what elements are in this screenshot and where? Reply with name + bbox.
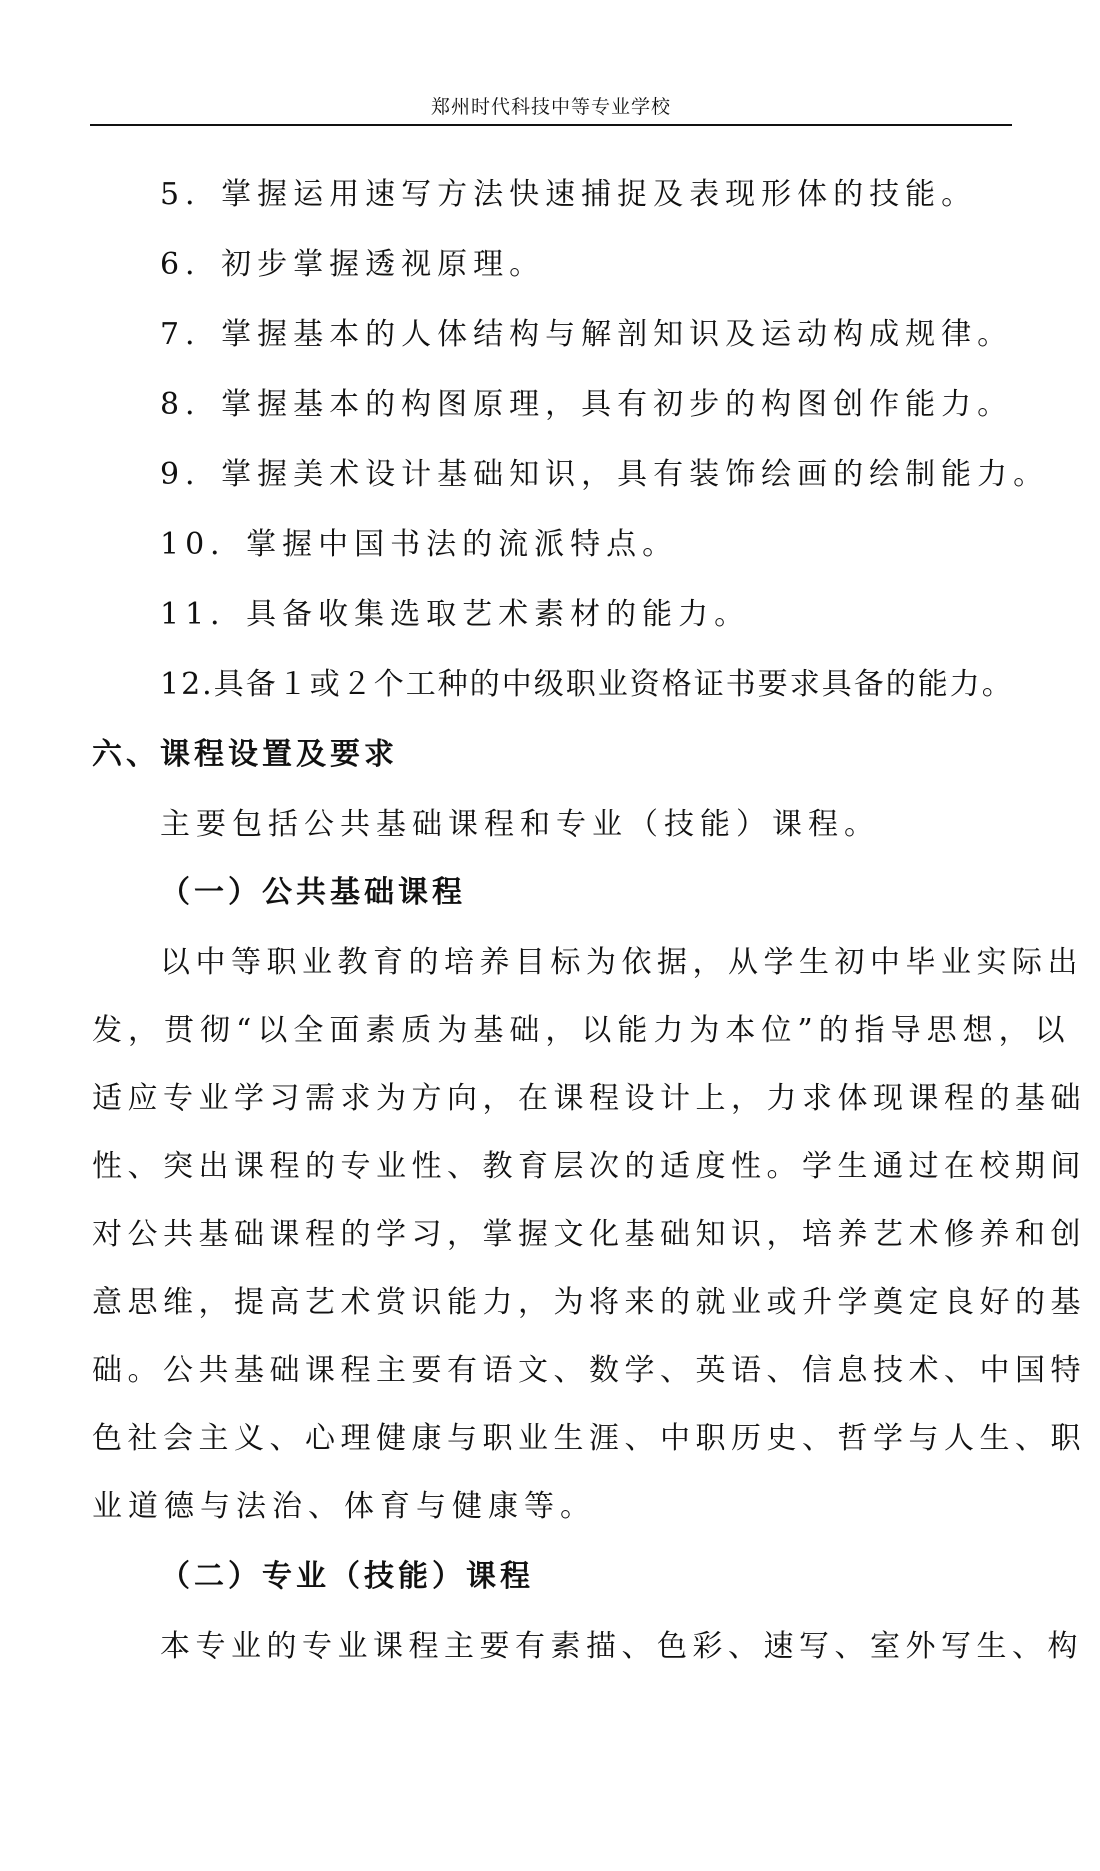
- list-item: 11．具备收集选取艺术素材的能力。: [160, 597, 751, 632]
- section-heading: 六、课程设置及要求: [92, 737, 398, 772]
- list-item: 12.具备１或２个工种的中级职业资格证书要求具备的能力。: [160, 667, 1014, 702]
- paragraph-line: 业道德与法治、体育与健康等。: [92, 1489, 596, 1524]
- list-item: 9．掌握美术设计基础知识，具有装饰绘画的绘制能力。: [160, 457, 1050, 492]
- subsection-heading: （一）公共基础课程: [160, 875, 466, 910]
- list-item: 5．掌握运用速写方法快速捕捉及表现形体的技能。: [160, 177, 978, 212]
- section-intro: 主要包括公共基础课程和专业（技能）课程。: [160, 807, 880, 842]
- paragraph-line: 发，贯彻“以全面素质为基础，以能力为本位”的指导思想，以: [92, 1013, 1071, 1048]
- paragraph-line: 本专业的专业课程主要有素描、色彩、速写、室外写生、构: [160, 1629, 1083, 1664]
- list-item: 8．掌握基本的构图原理，具有初步的构图创作能力。: [160, 387, 1014, 422]
- paragraph-line: 色社会主义、心理健康与职业生涯、中职历史、哲学与人生、职: [92, 1421, 1086, 1456]
- list-item: 7．掌握基本的人体结构与解剖知识及运动构成规律。: [160, 317, 1014, 352]
- paragraph-line: 意思维，提高艺术赏识能力，为将来的就业或升学奠定良好的基: [92, 1285, 1086, 1320]
- list-item: 6．初步掌握透视原理。: [160, 247, 546, 282]
- list-item: 10．掌握中国书法的流派特点。: [160, 527, 679, 562]
- paragraph-line: 础。公共基础课程主要有语文、数学、英语、信息技术、中国特: [92, 1353, 1086, 1388]
- subsection-heading: （二）专业（技能）课程: [160, 1559, 534, 1594]
- paragraph-line: 对公共基础课程的学习，掌握文化基础知识，培养艺术修养和创: [92, 1217, 1086, 1252]
- paragraph-line: 性、突出课程的专业性、教育层次的适度性。学生通过在校期间: [92, 1149, 1086, 1184]
- paragraph-line: 适应专业学习需求为方向，在课程设计上，力求体现课程的基础: [92, 1081, 1086, 1116]
- page-header-title: 郑州时代科技中等专业学校: [430, 96, 671, 118]
- header-divider: [90, 124, 1012, 126]
- paragraph-line: 以中等职业教育的培养目标为依据，从学生初中毕业实际出: [160, 945, 1083, 980]
